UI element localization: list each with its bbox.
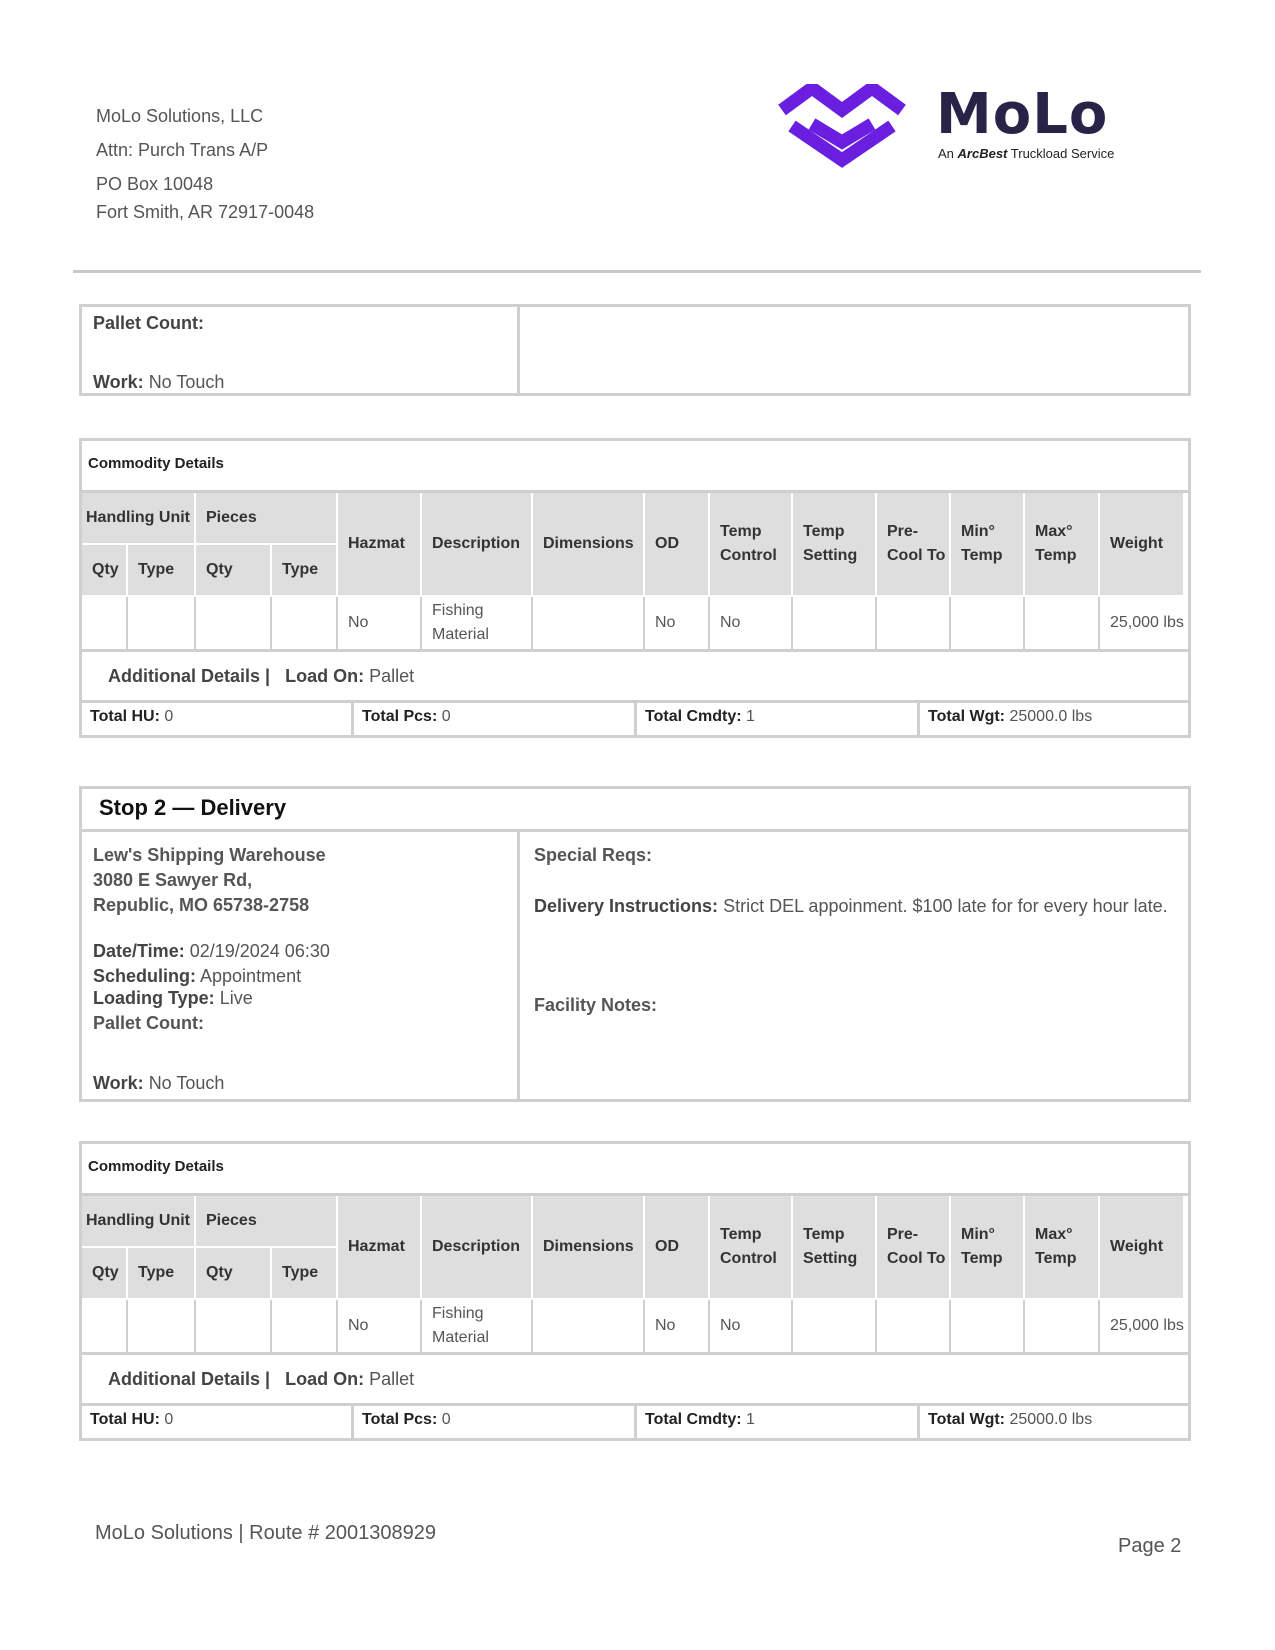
special-reqs: Special Reqs: [534, 845, 653, 865]
cell-od: No [645, 597, 710, 649]
total-pcs: Total Pcs: 0 [354, 1406, 637, 1438]
cell-hu-type [128, 1300, 196, 1352]
cell-pcs-qty [196, 597, 272, 649]
work-field: Work: No Touch [93, 1073, 225, 1093]
header-handling-unit: Handling Unit [82, 493, 196, 545]
header-description: Description [422, 1196, 533, 1300]
cell-dimensions [533, 1300, 645, 1352]
stop1-info-box [79, 304, 1191, 396]
logo-wordmark: MoLo [936, 82, 1109, 147]
cell-pcs-type [272, 597, 338, 649]
header-weight: Weight [1100, 493, 1183, 597]
header-hu-type: Type [128, 545, 196, 597]
header-temp-setting: Temp Setting [793, 493, 877, 597]
header-hu-qty: Qty [82, 545, 128, 597]
additional-details: Additional Details | Load On: Pallet [82, 1352, 1188, 1406]
header-pcs-qty: Qty [196, 1248, 272, 1300]
molo-logo [776, 84, 1156, 184]
commodity-header [82, 493, 1188, 597]
cell-max-temp [1025, 1300, 1100, 1352]
logo-tagline: An ArcBest Truckload Service [938, 146, 1115, 161]
pallet-count: Pallet Count: [93, 313, 204, 333]
attn-line: Attn: Purch Trans A/P [96, 140, 269, 160]
cell-precool [877, 1300, 951, 1352]
cell-temp-control: No [710, 1300, 793, 1352]
cell-hazmat: No [338, 1300, 422, 1352]
header-precool: Pre-Cool To [877, 493, 951, 597]
footer-route: MoLo Solutions | Route # 2001308929 [95, 1522, 437, 1544]
stop2-title: Stop 2 — Delivery [99, 795, 287, 820]
header-temp-control: Temp Control [710, 493, 793, 597]
column-divider [517, 832, 520, 1099]
header-pcs-type: Type [272, 1248, 338, 1300]
header-max-temp: Max° Temp [1025, 1196, 1100, 1300]
molo-mark-icon [776, 84, 908, 174]
cell-precool [877, 597, 951, 649]
header-weight: Weight [1100, 1196, 1183, 1300]
cell-pcs-type [272, 1300, 338, 1352]
header-pcs-qty: Qty [196, 545, 272, 597]
cell-hu-type [128, 597, 196, 649]
commodity-header [82, 1196, 1188, 1300]
cell-hu-qty [82, 597, 128, 649]
table-row [82, 1300, 1188, 1352]
total-cmdty: Total Cmdty: 1 [637, 703, 920, 735]
cell-max-temp [1025, 597, 1100, 649]
facility-name: Lew's Shipping Warehouse [93, 845, 326, 865]
table-row [82, 597, 1188, 649]
cell-description: Fishing Material [422, 1300, 533, 1352]
cell-hu-qty [82, 1300, 128, 1352]
date-time: Date/Time: 02/19/2024 06:30 [93, 941, 330, 961]
total-wgt: Total Wgt: 25000.0 lbs [928, 1411, 1093, 1428]
cell-min-temp [951, 597, 1025, 649]
column-divider [517, 307, 520, 393]
cell-weight: 25,000 lbs [1110, 614, 1184, 631]
stop2-box [79, 786, 1191, 1102]
cell-hazmat: No [338, 597, 422, 649]
delivery-instructions: Delivery Instructions: Strict DEL appoinment. $100 late for for every hour late. [534, 896, 1168, 916]
commodity-title: Commodity Details [82, 1144, 1188, 1196]
city-line: Fort Smith, AR 72917-0048 [96, 202, 315, 222]
totals-row [82, 703, 1188, 735]
header-pieces: Pieces [196, 1196, 338, 1248]
header-pcs-type: Type [272, 545, 338, 597]
header-min-temp: Min° Temp [951, 1196, 1025, 1300]
facility-city: Republic, MO 65738-2758 [93, 895, 310, 915]
header-pieces: Pieces [196, 493, 338, 545]
header-hu-qty: Qty [82, 1248, 128, 1300]
cell-temp-setting [793, 597, 877, 649]
po-box: PO Box 10048 [96, 174, 214, 194]
header-max-temp: Max° Temp [1025, 493, 1100, 597]
header-temp-control: Temp Control [710, 1196, 793, 1300]
header-divider [73, 270, 1201, 273]
page-number: Page 2 [1118, 1535, 1182, 1557]
facility-notes: Facility Notes: [534, 995, 658, 1015]
header-precool: Pre-Cool To [877, 1196, 951, 1300]
title-divider [82, 829, 1188, 832]
cell-temp-control: No [710, 597, 793, 649]
header-hazmat: Hazmat [338, 493, 422, 597]
header-min-temp: Min° Temp [951, 493, 1025, 597]
scheduling: Scheduling: Appointment [93, 966, 302, 986]
work-field: Work: No Touch [93, 372, 225, 392]
cell-min-temp [951, 1300, 1025, 1352]
cell-weight: 25,000 lbs [1110, 1317, 1184, 1334]
cell-pcs-qty [196, 1300, 272, 1352]
cell-od: No [645, 1300, 710, 1352]
total-cmdty: Total Cmdty: 1 [637, 1406, 920, 1438]
total-hu: Total HU: 0 [82, 703, 354, 735]
total-wgt: Total Wgt: 25000.0 lbs [928, 708, 1093, 725]
total-pcs: Total Pcs: 0 [354, 703, 637, 735]
header-temp-setting: Temp Setting [793, 1196, 877, 1300]
pallet-count: Pallet Count: [93, 1013, 204, 1033]
header-dimensions: Dimensions [533, 493, 645, 597]
header-hazmat: Hazmat [338, 1196, 422, 1300]
header-od: OD [645, 493, 710, 597]
cell-dimensions [533, 597, 645, 649]
header-description: Description [422, 493, 533, 597]
header-hu-type: Type [128, 1248, 196, 1300]
cell-temp-setting [793, 1300, 877, 1352]
total-hu: Total HU: 0 [82, 1406, 354, 1438]
commodity-title: Commodity Details [82, 441, 1188, 493]
totals-row [82, 1406, 1188, 1438]
cell-description: Fishing Material [422, 597, 533, 649]
company-name: MoLo Solutions, LLC [96, 106, 264, 126]
commodity-table-1 [79, 438, 1191, 738]
header-dimensions: Dimensions [533, 1196, 645, 1300]
header-od: OD [645, 1196, 710, 1300]
commodity-table-2 [79, 1141, 1191, 1441]
facility-street: 3080 E Sawyer Rd, [93, 870, 253, 890]
additional-details: Additional Details | Load On: Pallet [82, 649, 1188, 703]
header-handling-unit: Handling Unit [82, 1196, 196, 1248]
loading-type: Loading Type: Live [93, 988, 253, 1008]
